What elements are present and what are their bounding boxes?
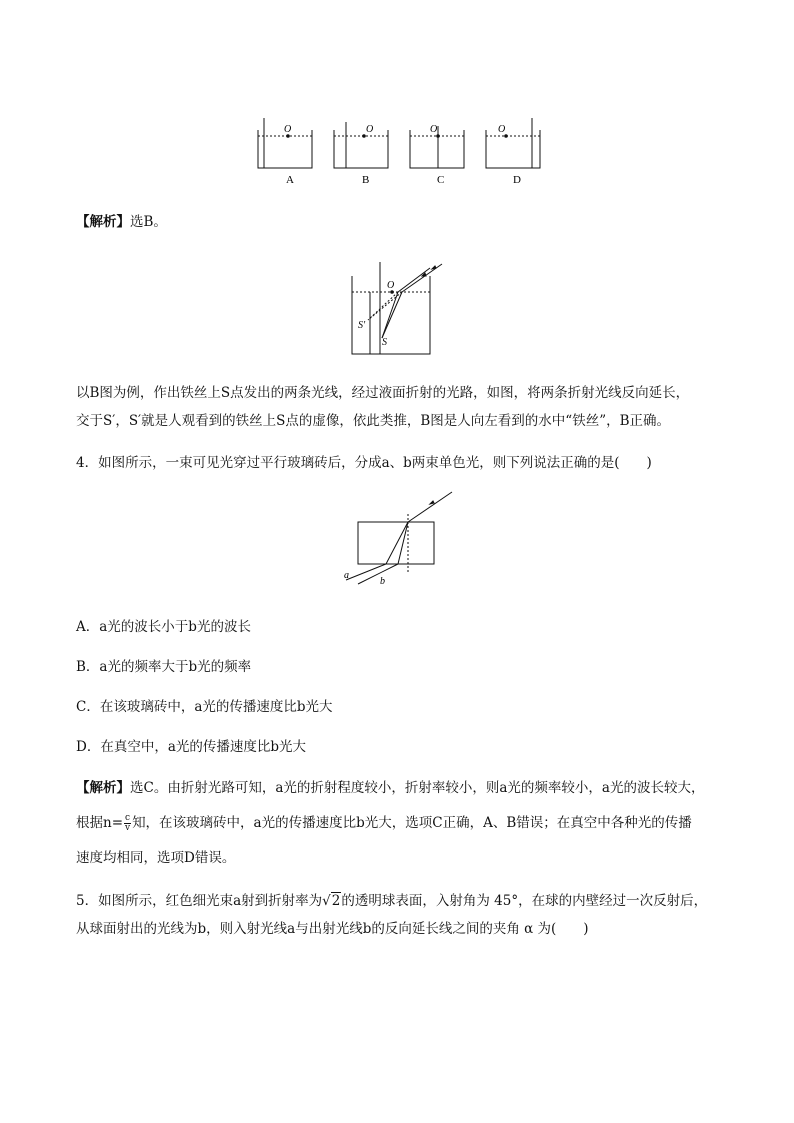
q5-text-1-post: 的透明球表面，入射角为 45°，在球的内壁经过一次反射后， — [341, 893, 708, 909]
point-o-label: O — [430, 124, 438, 135]
option-c[interactable]: C．在该玻璃砖中，a光的传播速度比b光大 — [76, 699, 333, 715]
q4-solution-text-1: 选C。由折射光路可知，a光的折射程度较小，折射率较小，则a光的频率较小，a光的波长较大， — [130, 780, 705, 796]
fraction-c-over-v — [124, 814, 131, 833]
label-c: C — [437, 174, 445, 186]
q4-solution-line-2 — [76, 806, 726, 840]
point-o-label: O — [366, 124, 374, 135]
beaker-d — [486, 118, 540, 168]
glass-slab-diagram — [340, 488, 460, 588]
point-o-label: O — [387, 280, 395, 291]
analysis-mark: 【解析】 — [76, 780, 130, 796]
label-b: B — [362, 174, 370, 186]
beaker-b — [334, 122, 388, 168]
ray-b-label: b — [380, 576, 385, 587]
refraction-diagram — [340, 250, 460, 360]
point-o-label: O — [498, 124, 506, 135]
fraction-denominator: v — [124, 823, 131, 833]
analysis-mark: 【解析】 — [76, 214, 130, 230]
explanation-line-1: 以B图为例，作出铁丝上S点发出的两条光线，经过液面折射的光路，如图，将两条折射光线反向延长， — [76, 385, 690, 401]
option-d[interactable]: D．在真空中，a光的传播速度比b光大 — [76, 739, 307, 755]
ray-a-label: a — [344, 570, 349, 581]
q4-solution-text-2-post: 知，在该玻璃砖中，a光的传播速度比b光大，选项C正确，A、B错误；在真空中各种光的传播 — [132, 815, 692, 831]
solution-text: 选B。 — [130, 214, 167, 230]
option-a[interactable]: A．a光的波长小于b光的波长 — [76, 619, 251, 635]
q4-solution-text-2-pre: 根据n= — [76, 815, 124, 831]
beaker-figure-abcd — [250, 112, 550, 188]
sqrt-sign: √ — [322, 893, 331, 909]
q4-solution-line-1 — [76, 771, 726, 805]
option-b[interactable]: B．a光的频率大于b光的频率 — [76, 659, 252, 675]
label-d: D — [513, 174, 521, 186]
sqrt-radicand: 2 — [331, 893, 341, 909]
q5-text-1-pre: 5．如图所示，红色细光束a射到折射率为 — [76, 893, 323, 909]
explanation-line-2: 交于S′，S′就是人观看到的铁丝上S点的虚像，依此类推，B图是人向左看到的水中“铁丝”，B正确。 — [76, 413, 671, 429]
point-o-label: O — [284, 124, 292, 135]
label-a: A — [286, 174, 294, 186]
point-s-prime-label: S' — [358, 320, 366, 331]
q4-solution-line-3: 速度均相同，选项D错误。 — [76, 850, 236, 866]
solution-line — [76, 205, 726, 239]
q4-stem: 4．如图所示，一束可见光穿过平行玻璃砖后，分成a、b两束单色光，则下列说法正确的是( ) — [76, 455, 652, 471]
q5-line-2: 从球面射出的光线为b，则入射光线a与出射光线b的反向延长线之间的夹角 α 为( ) — [76, 921, 589, 937]
fraction-numerator: c — [125, 813, 131, 823]
point-s-label: S — [382, 337, 387, 348]
